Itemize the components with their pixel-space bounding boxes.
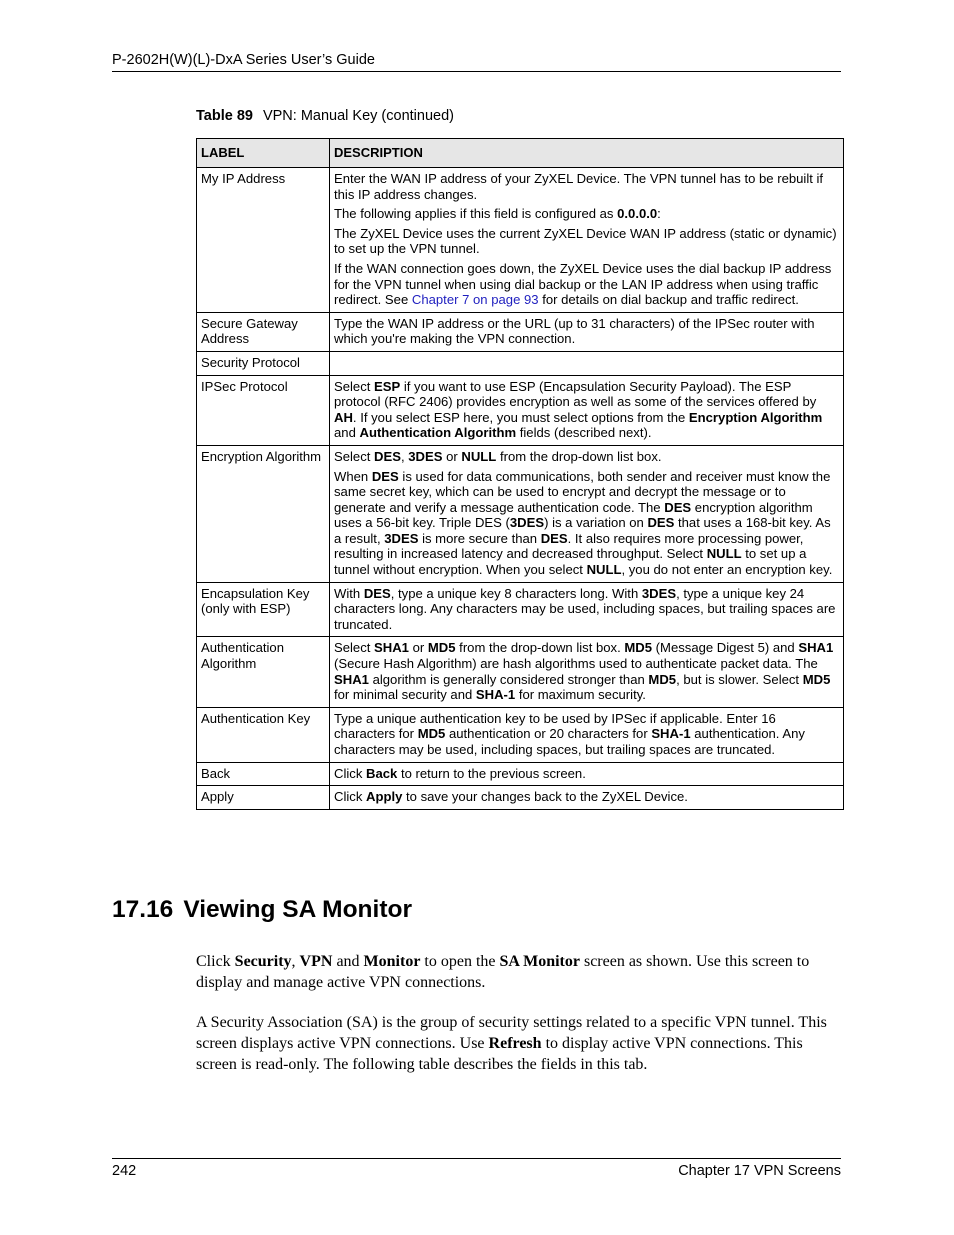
bold-term: MD5: [427, 640, 456, 656]
description-paragraph: [334, 171, 839, 202]
table-header-row: [197, 139, 844, 168]
table-row: [197, 168, 844, 313]
bold-term: Monitor: [363, 953, 421, 970]
cross-reference-link[interactable]: Chapter 7 on page 93: [411, 292, 539, 308]
table-row: [197, 312, 844, 351]
text-run: to save your changes back to the ZyXEL Device.: [402, 789, 688, 805]
text-run: Select: [334, 378, 375, 394]
description-paragraph: [334, 469, 839, 578]
text-run: to display active VPN connections. This screen is read-only. The following table describes the fields in this tab.: [196, 1035, 803, 1073]
bold-term: SHA-1: [651, 726, 691, 742]
text-run: Click: [334, 765, 367, 781]
text-run: for minimal security and: [334, 687, 476, 703]
text-run: to return to the previous screen.: [397, 765, 586, 781]
text-run: , type a unique key 8 characters long. With: [390, 585, 642, 601]
text-run: is used for data communications, both sender and receiver must know the same secret key, which can be used to encrypt and decrypt the message or to generate and verify a message authentication code. The: [334, 468, 831, 515]
text-run: authentication or 20 characters for: [445, 726, 652, 742]
description-paragraph: [334, 379, 839, 441]
page-number: 242: [112, 1163, 137, 1179]
row-description: [330, 445, 844, 582]
bold-term: SHA1: [374, 640, 409, 656]
description-paragraph: [334, 711, 839, 758]
row-label: Encryption Algorithm: [197, 445, 330, 582]
text-run: to set up a tunnel without encryption. When you select: [334, 546, 807, 578]
bold-term: DES: [664, 499, 692, 515]
vpn-manual-key-table: [196, 138, 844, 810]
table-row: [197, 445, 844, 582]
table-row: [197, 707, 844, 762]
description-paragraph: [334, 766, 839, 782]
table-row: [197, 637, 844, 707]
bold-term: 3DES: [408, 448, 443, 464]
text-run: and: [334, 425, 360, 441]
text-run: from the drop-down list box.: [455, 640, 625, 656]
body-paragraph: [196, 951, 844, 993]
row-description: [330, 582, 844, 637]
bold-term: 3DES: [384, 530, 419, 546]
text-run: When: [334, 468, 372, 484]
row-description: [330, 707, 844, 762]
text-run: Select: [334, 448, 375, 464]
text-run: Click: [196, 953, 235, 970]
text-run: that uses a 168-bit key. As a result,: [334, 515, 831, 546]
text-run: ) is a variation on: [544, 515, 648, 531]
text-run: ,: [291, 953, 300, 970]
row-label: My IP Address: [197, 168, 330, 313]
footer-chapter: Chapter 17 VPN Screens: [678, 1163, 841, 1179]
bold-term: DES: [374, 448, 401, 464]
bold-term: DES: [371, 468, 399, 484]
bold-term: DES: [540, 530, 568, 546]
text-run: to open the: [420, 953, 500, 970]
row-description: [330, 168, 844, 313]
text-run: (Secure Hash Algorithm) are hash algorithms used to authenticate packet data. The: [334, 656, 818, 672]
section-heading: [112, 896, 412, 924]
text-run: If the WAN connection goes down, the ZyXEL Device uses the dial backup IP address for the VPN tunnel when using dial backup or the LAN IP address when using traffic redirect. See: [334, 260, 832, 308]
bold-term: DES: [363, 585, 391, 601]
text-run: fields (described next).: [516, 425, 652, 441]
description-paragraph: [334, 226, 839, 257]
text-run: authentication. Any characters may be used, including spaces, but trailing spaces are truncated.: [334, 726, 805, 757]
bold-term: 3DES: [641, 585, 677, 601]
bold-term: 3DES: [509, 515, 545, 531]
text-run: is more secure than: [418, 530, 541, 546]
text-run: for maximum security.: [515, 687, 646, 703]
column-header-description: DESCRIPTION: [330, 139, 844, 168]
table-row: [197, 375, 844, 445]
row-description: [330, 762, 844, 786]
bold-term: MD5: [417, 726, 446, 742]
table-row: [197, 582, 844, 637]
bold-term: NULL: [706, 546, 742, 562]
bold-term: SHA1: [798, 640, 834, 656]
text-run: The following applies if this field is configured as: [334, 206, 618, 222]
table-row: [197, 762, 844, 786]
row-label: Back: [197, 762, 330, 786]
table-body: [197, 168, 844, 810]
row-description: [330, 312, 844, 351]
row-description: [330, 375, 844, 445]
row-label: Authentication Algorithm: [197, 637, 330, 707]
bold-term: SA Monitor: [499, 953, 580, 970]
text-run: , but is slower. Select: [676, 671, 803, 687]
bold-term: 0.0.0.0: [617, 206, 658, 222]
bold-term: AH: [334, 409, 353, 425]
text-run: from the drop-down list box.: [496, 448, 662, 464]
row-label: Apply: [197, 786, 330, 810]
description-paragraph: [334, 316, 839, 347]
text-run: Type a unique authentication key to be used by IPSec if applicable. Enter 16 characters for: [334, 710, 776, 742]
header-title: P-2602H(W)(L)-DxA Series User’s Guide: [112, 52, 375, 68]
text-run: for details on dial backup and traffic redirect.: [538, 292, 799, 308]
description-paragraph: [334, 449, 839, 465]
bold-term: Apply: [366, 789, 403, 805]
bold-term: ESP: [374, 378, 401, 394]
row-description: [330, 351, 844, 375]
row-label: Secure Gateway Address: [197, 312, 330, 351]
text-run: or: [442, 448, 462, 464]
text-run: and: [332, 953, 364, 970]
bold-term: Back: [366, 765, 398, 781]
section-number: 17.16: [112, 896, 174, 923]
row-description: [330, 786, 844, 810]
bold-term: Security: [234, 953, 292, 970]
column-header-label: LABEL: [197, 139, 330, 168]
bold-term: NULL: [586, 562, 622, 578]
description-paragraph: [334, 261, 839, 308]
text-run: (Message Digest 5) and: [652, 640, 799, 656]
running-footer: [112, 1158, 841, 1183]
bold-term: Authentication Algorithm: [359, 425, 517, 441]
body-paragraph: [196, 1012, 844, 1075]
table-caption-text: VPN: Manual Key (continued): [262, 108, 454, 124]
row-label: Encapsulation Key (only with ESP): [197, 582, 330, 637]
text-run: Select: [334, 640, 375, 656]
table-caption-number: Table 89: [196, 108, 253, 124]
text-run: screen as shown. Use this screen to display and manage active VPN connections.: [196, 953, 810, 991]
description-paragraph: [334, 789, 839, 805]
text-run: A Security Association (SA) is the group of security settings related to a specific VPN tunnel. This screen displays active VPN connections. Use: [196, 1014, 827, 1052]
text-run: algorithm is generally considered stronger than: [368, 671, 649, 687]
bold-term: NULL: [461, 448, 497, 464]
text-run: :: [657, 206, 661, 222]
text-run: , type a unique key 24 characters long. Any characters may be used, including spaces, but trailing spaces are truncated.: [334, 585, 836, 632]
text-run: Click: [334, 789, 367, 805]
row-description: [330, 637, 844, 707]
row-label: IPSec Protocol: [197, 375, 330, 445]
table-row: [197, 786, 844, 810]
bold-term: DES: [647, 515, 675, 531]
text-run: Enter the WAN IP address of your ZyXEL Device. The VPN tunnel has to be rebuilt if this IP address changes.: [334, 171, 824, 202]
row-label: Security Protocol: [197, 351, 330, 375]
bold-term: MD5: [624, 640, 653, 656]
text-run: ,: [400, 448, 409, 464]
text-run: Type the WAN IP address or the URL (up to 31 characters) of the IPSec router with which you're making the VPN connection.: [334, 315, 815, 347]
text-run: With: [334, 585, 364, 601]
text-run: encryption algorithm uses a 56-bit key. Triple DES (: [334, 499, 813, 531]
bold-term: MD5: [802, 671, 831, 687]
text-run: , you do not enter an encryption key.: [621, 562, 833, 578]
description-paragraph: [334, 640, 839, 702]
table-caption: [196, 108, 454, 124]
text-run: if you want to use ESP (Encapsulation Security Payload). The ESP protocol (RFC 2406) provides encryption as well as some of the services offered by: [334, 378, 817, 410]
bold-term: MD5: [648, 671, 677, 687]
description-paragraph: [334, 586, 839, 633]
table-row: [197, 351, 844, 375]
row-label: Authentication Key: [197, 707, 330, 762]
bold-term: SHA1: [334, 671, 369, 687]
text-run: or: [408, 640, 428, 656]
bold-term: Refresh: [488, 1035, 542, 1052]
section-title: Viewing SA Monitor: [183, 896, 412, 923]
bold-term: SHA-1: [475, 687, 516, 703]
bold-term: VPN: [299, 953, 333, 970]
text-run: . If you select ESP here, you must select options from the: [352, 409, 689, 425]
description-paragraph: [334, 206, 839, 222]
text-run: . It also requires more processing power, resulting in increased latency and decreased throughput. Select: [334, 530, 804, 562]
text-run: The ZyXEL Device uses the current ZyXEL Device WAN IP address (static or dynamic) to set up the VPN tunnel.: [334, 225, 837, 257]
running-header: [112, 51, 841, 72]
bold-term: Encryption Algorithm: [688, 409, 823, 425]
